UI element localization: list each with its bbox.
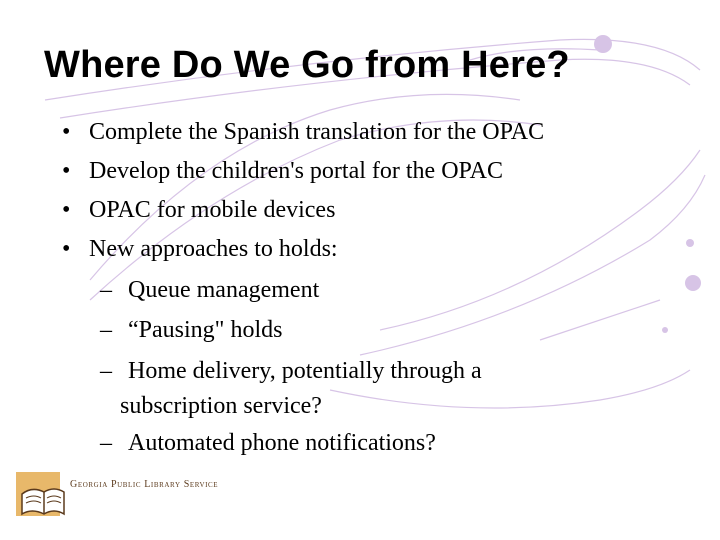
gpls-logo	[14, 468, 254, 528]
sub-bullet-continuation: subscription service?	[120, 393, 322, 419]
bullet-marker: •	[62, 158, 71, 184]
sub-bullet-item: Home delivery, potentially through a	[128, 358, 482, 384]
sub-bullet-marker: –	[100, 277, 112, 303]
slide-title: Where Do We Go from Here?	[44, 44, 570, 86]
bullet-item: Complete the Spanish translation for the OPAC	[89, 119, 545, 145]
bullet-item: Develop the children's portal for the OPAC	[89, 158, 504, 184]
bullet-marker: •	[62, 236, 71, 262]
sub-bullet-item: “Pausing" holds	[128, 317, 283, 343]
sub-bullet-marker: –	[100, 430, 112, 456]
bullet-item: New approaches to holds:	[89, 236, 338, 262]
bullet-marker: •	[62, 197, 71, 223]
sub-bullet-marker: –	[100, 317, 112, 343]
logo-text: Georgia Public Library Service	[70, 479, 219, 490]
open-book-icon	[14, 468, 70, 528]
bullet-marker: •	[62, 119, 71, 145]
bullet-item: OPAC for mobile devices	[89, 197, 336, 223]
sub-bullet-item: Automated phone notifications?	[128, 430, 436, 456]
sub-bullet-marker: –	[100, 358, 112, 384]
sub-bullet-item: Queue management	[128, 277, 320, 303]
